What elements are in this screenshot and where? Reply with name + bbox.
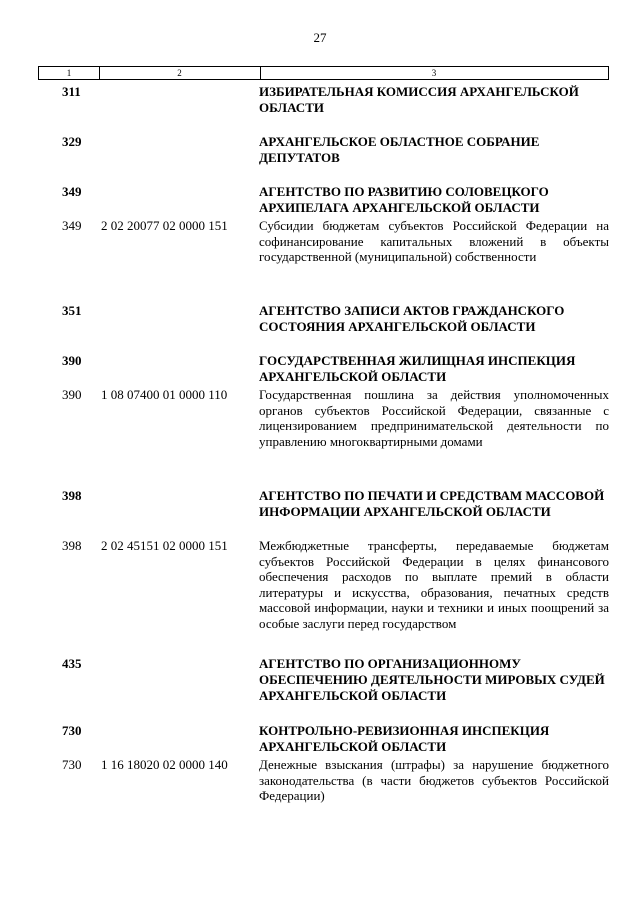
header-col-3: 3 [431, 68, 437, 78]
income-description: Денежные взыскания (штрафы) за нарушение бюджетного законодательства (в части бюджетов субъектов Российской Федерации) [259, 757, 609, 803]
admin-name: КОНТРОЛЬНО-РЕВИЗИОННАЯ ИНСПЕКЦИЯ АРХАНГЕЛЬСКОЙ ОБЛАСТИ [259, 723, 550, 754]
admin-name: АГЕНТСТВО ПО РАЗВИТИЮ СОЛОВЕЦКОГО АРХИПЕЛАГА АРХАНГЕЛЬСКОЙ ОБЛАСТИ [259, 184, 549, 215]
admin-code: 349 [62, 218, 82, 233]
admin-name: АГЕНТСТВО ЗАПИСИ АКТОВ ГРАЖДАНСКОГО СОСТОЯНИЯ АРХАНГЕЛЬСКОЙ ОБЛАСТИ [259, 303, 565, 334]
budget-code: 1 08 07400 01 0000 110 [101, 387, 228, 402]
admin-name: ГОСУДАРСТВЕННАЯ ЖИЛИЩНАЯ ИНСПЕКЦИЯ АРХАНГЕЛЬСКОЙ ОБЛАСТИ [259, 353, 576, 384]
admin-name: ИЗБИРАТЕЛЬНАЯ КОМИССИЯ АРХАНГЕЛЬСКОЙ ОБЛАСТИ [259, 84, 579, 115]
income-description: Государственная пошлина за действия уполномоченных органов субъектов Российской Федерации, связанные с лицензированием предпринимательской деятельности по управлению многоквартирными домами [259, 387, 609, 449]
budget-code: 2 02 20077 02 0000 151 [101, 218, 228, 233]
page-number: 27 [313, 30, 327, 45]
admin-code: 730 [62, 723, 82, 738]
admin-code: 398 [62, 538, 82, 553]
budget-code: 1 16 18020 02 0000 140 [101, 757, 228, 772]
header-col-1: 1 [39, 67, 100, 79]
admin-code: 351 [62, 303, 82, 318]
admin-name: АРХАНГЕЛЬСКОЕ ОБЛАСТНОЕ СОБРАНИЕ ДЕПУТАТОВ [259, 134, 540, 165]
admin-name: АГЕНТСТВО ПО ПЕЧАТИ И СРЕДСТВАМ МАССОВОЙ ИНФОРМАЦИИ АРХАНГЕЛЬСКОЙ ОБЛАСТИ [259, 488, 605, 519]
admin-code: 311 [62, 84, 81, 99]
income-description: Межбюджетные трансферты, передаваемые бюджетам субъектов Российской Федерации в целях финансового обеспечения расходов по выплате премий в области литературы и искусства, образования, печатных средств массовой информации, науки и техники и иных поощрений за особые заслуги перед государством [259, 538, 609, 631]
admin-code: 390 [62, 387, 82, 402]
admin-code: 730 [62, 757, 82, 772]
table-header [38, 66, 609, 80]
income-description: Субсидии бюджетам субъектов Российской Федерации на софинансирование капитальных вложений в объекты государственной (муниципальной) собственности [259, 218, 609, 264]
admin-code: 349 [62, 184, 82, 199]
admin-code: 435 [62, 656, 82, 671]
admin-code: 329 [62, 134, 82, 149]
budget-code: 2 02 45151 02 0000 151 [101, 538, 228, 553]
header-col-2: 2 [99, 67, 261, 79]
admin-name: АГЕНТСТВО ПО ОРГАНИЗАЦИОННОМУ ОБЕСПЕЧЕНИЮ ДЕЯТЕЛЬНОСТИ МИРОВЫХ СУДЕЙ АРХАНГЕЛЬСКОЙ ОБЛАСТИ [259, 656, 605, 703]
admin-code: 398 [62, 488, 82, 503]
admin-code: 390 [62, 353, 82, 368]
